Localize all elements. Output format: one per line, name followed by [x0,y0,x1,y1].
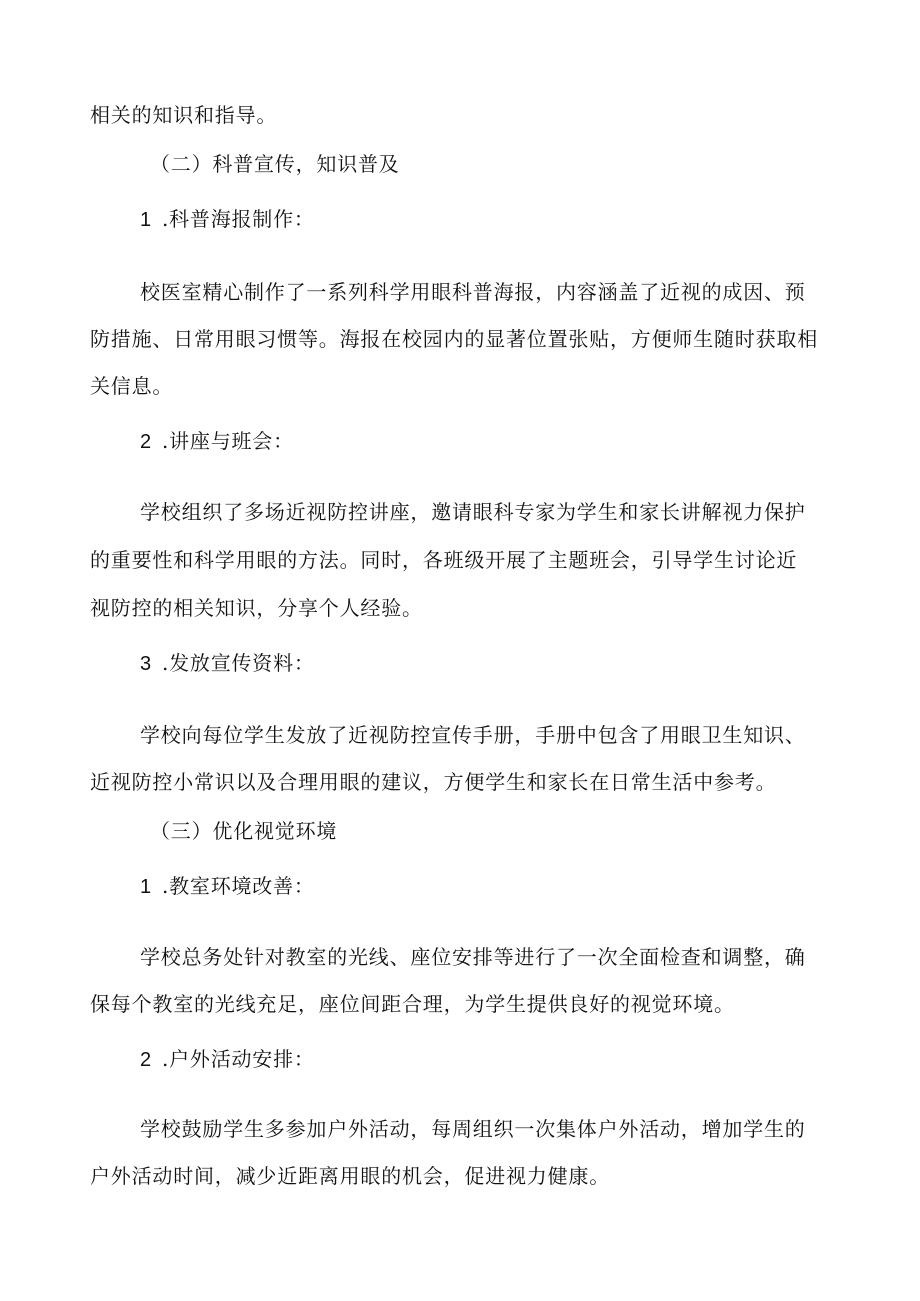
list-item-number: 3 [140,653,152,675]
list-item-heading [140,207,315,232]
paragraph-line: 防措施、日常用眼习惯等。海报在校园内的显著位置张贴，方便师生随时获取相 [90,327,818,351]
paragraph-line: 校医室精心制作了一系列科学用眼科普海报，内容涵盖了近视的成因、预 [140,280,806,304]
list-item-heading [140,651,315,676]
paragraph-line: 学校组织了多场近视防控讲座，邀请眼科专家为学生和家长讲解视力保护 [140,500,806,524]
paragraph-line: 的重要性和科学用眼的方法。同时，各班级开展了主题班会，引导学生讨论近 [90,548,798,572]
list-item-title: .科普海报制作： [161,207,315,231]
list-item-title: .户外活动安排： [161,1047,315,1071]
list-item-number: 1 [140,209,152,231]
list-item-heading [140,1047,315,1072]
list-item-title: .发放宣传资料： [161,651,315,675]
paragraph-line: 学校总务处针对教室的光线、座位安排等进行了一次全面检查和调整，确 [140,945,806,969]
paragraph-line: 学校鼓励学生多参加户外活动，每周组织一次集体户外活动，增加学生的 [140,1117,806,1141]
paragraph-line: 关信息。 [90,374,174,398]
list-item-title: .教室环境改善： [161,874,315,898]
list-item-title: .讲座与班会： [161,429,294,453]
list-item-number: 1 [140,876,152,898]
list-item-heading [140,429,294,454]
list-item-heading [140,874,315,899]
paragraph-line: 视防控的相关知识，分享个人经验。 [90,596,423,620]
paragraph-line: 近视防控小常识以及合理用眼的建议，方便学生和家长在日常生活中参考。 [90,770,777,794]
paragraph-line: 户外活动时间，减少近距离用眼的机会，促进视力健康。 [90,1164,610,1188]
paragraph-line: 学校向每位学生发放了近视防控宣传手册，手册中包含了用眼卫生知识、 [140,723,806,747]
list-item-number: 2 [140,431,152,453]
paragraph-line: 保每个教室的光线充足，座位间距合理，为学生提供良好的视觉环境。 [90,992,735,1016]
list-item-number: 2 [140,1049,152,1071]
section-heading-2: （二）科普宣传，知识普及 [150,152,400,176]
section-heading-3: （三）优化视觉环境 [150,819,338,843]
paragraph-line: 相关的知识和指导。 [90,103,278,127]
